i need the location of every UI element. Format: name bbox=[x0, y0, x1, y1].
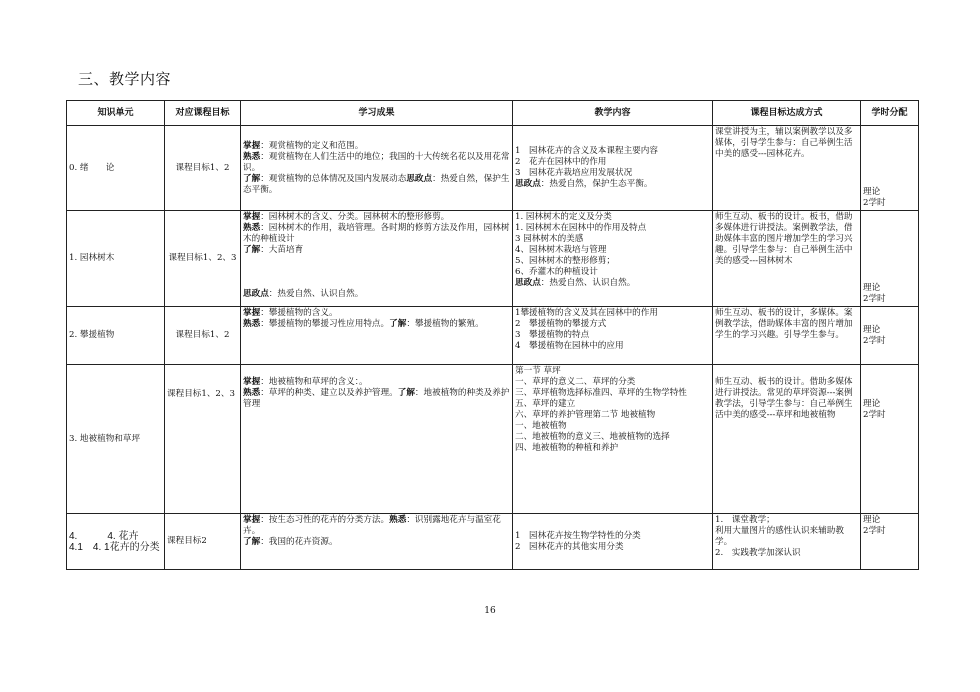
table-row bbox=[67, 514, 919, 570]
content-cell: 1 园林花卉按生物学特性的分类 2 园林花卉的其他实用分类 bbox=[513, 514, 713, 570]
unit-cell: 1. 园林树木 bbox=[67, 211, 165, 307]
method-cell: 1. 课堂教学； 利用大量图片的感性认识来辅助教学。 2. 实践教学加深认识 bbox=[713, 514, 861, 570]
table-header-row bbox=[67, 101, 919, 126]
content-cell: 1攀援植物的含义及其在园林中的作用 2 攀援植物的攀援方式 3 攀援植物的特点 4 攀援植物在园林中的应用 bbox=[513, 307, 713, 365]
goal-cell: 课程目标1、2、3 bbox=[165, 211, 241, 307]
outcome-cell: 掌握：按生态习性的花卉的分类方法。熟悉：识别露地花卉与温室花卉。 了解：我国的花卉资源。 bbox=[241, 514, 513, 570]
content-cell: 1 园林花卉的含义及本课程主要内容 2 花卉在园林中的作用 3 园林花卉栽培应用发展状况 思政点：热爱自然，保护生态平衡。 bbox=[513, 126, 713, 211]
page-number: 16 bbox=[484, 606, 496, 616]
unit-cell: 3. 地被植物和草坪 bbox=[67, 365, 165, 514]
header-content: 教学内容 bbox=[513, 101, 713, 126]
unit-cell: 2. 攀援植物 bbox=[67, 307, 165, 365]
goal-cell: 课程目标1、2、3 bbox=[165, 365, 241, 514]
method-cell: 师生互动、板书的设计。借助多媒体进行讲授法。常见的草坪资源---案例教学法，引导学生参与：自己举例生活中美的感受---草坪和地被植物 bbox=[713, 365, 861, 514]
header-outcome: 学习成果 bbox=[241, 101, 513, 126]
table-row bbox=[67, 307, 919, 365]
hours-cell: 理论 2学时 bbox=[861, 307, 919, 365]
goal-cell: 课程目标1、2 bbox=[165, 126, 241, 211]
outcome-cell: 掌握：攀援植物的含义。 熟悉：攀援植物的攀援习性应用特点。了解：攀援植物的繁殖。 bbox=[241, 307, 513, 365]
goal-cell: 课程目标1、2 bbox=[165, 307, 241, 365]
outcome-cell: 掌握：观赏植物的定义和范围。 熟悉：观赏植物在人们生活中的地位；我国的十大传统名花以及用花常识。 了解：观赏植物的总体情况及国内发展动态思政点：热爱自然，保护生态平衡。 bbox=[241, 126, 513, 211]
hours-cell: 理论 2学时 bbox=[861, 365, 919, 514]
content-cell: 1. 园林树木的定义及分类 1. 园林树木在园林中的作用及特点 3 园林树木的美感 4、园林树木栽培与管理 5、园林树木的整形修剪； 6、乔灌木的种植设计 思政点：热爱自然、认识自然。 bbox=[513, 211, 713, 307]
header-hours: 学时分配 bbox=[861, 101, 919, 126]
table-row bbox=[67, 365, 919, 514]
table-row bbox=[67, 126, 919, 211]
header-goal: 对应课程目标 bbox=[165, 101, 241, 126]
table-row bbox=[67, 211, 919, 307]
section-heading: 三、教学内容 bbox=[78, 70, 172, 88]
method-cell: 课堂讲授为主，辅以案例教学以及多媒体，引导学生参与：自己举例生活中美的感受---园林花卉。 bbox=[713, 126, 861, 211]
unit-cell: 4. 4. 花卉 4.1 4. 1花卉的分类 bbox=[67, 514, 165, 570]
hours-cell: 理论 2学时 bbox=[861, 514, 919, 570]
unit-cell: 0. 绪 论 bbox=[67, 126, 165, 211]
outcome-cell: 掌握：地被植物和草坪的含义：。 熟悉：草坪的种类、建立以及养护管理。了解：地被植物的种类及养护管理 bbox=[241, 365, 513, 514]
header-unit: 知识单元 bbox=[67, 101, 165, 126]
teaching-content-table bbox=[66, 100, 919, 570]
goal-cell: 课程目标2 bbox=[165, 514, 241, 570]
header-method: 课程目标达成方式 bbox=[713, 101, 861, 126]
method-cell: 师生互动、板书的设计。板书，借助多媒体进行讲授法。案例教学法，借助媒体丰富的图片增加学生的学习兴趣。引导学生参与：自己举例生活中美的感受---园林树木 bbox=[713, 211, 861, 307]
content-cell: 第一节 草坪 一、草坪的意义二、草坪的分类 三、草坪植物选择标准四、草坪的生物学特性 五、草坪的建立 六、草坪的养护管理第二节 地被植物 一、地被植物 二、地被植物的意义三、地被植物的选择 四、地被植物的种植和养护 bbox=[513, 365, 713, 514]
hours-cell: 理论 2学时 bbox=[861, 126, 919, 211]
method-cell: 师生互动、板书的设计，多媒体。案例教学法，借助媒体丰富的图片增加学生的学习兴趣。引导学生参与。 bbox=[713, 307, 861, 365]
hours-cell: 理论 2学时 bbox=[861, 211, 919, 307]
outcome-cell: 掌握：园林树木的含义、分类。园林树木的整形修剪。 熟悉：园林树木的作用，栽培管理。各时期的修剪方法及作用，园林树木的种植设计 了解：大苗培育 思政点：热爱自然、认识自然。 bbox=[241, 211, 513, 307]
